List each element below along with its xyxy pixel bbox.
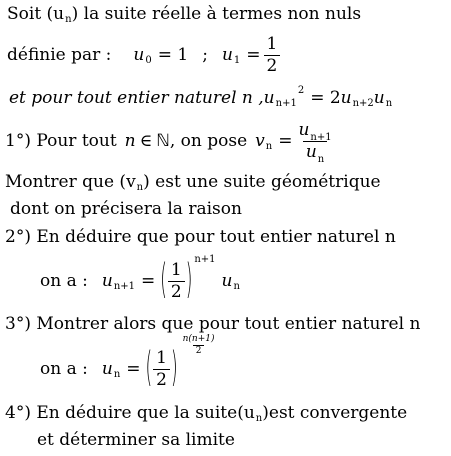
- right-paren: ): [185, 256, 193, 305]
- text: , on pose: [169, 131, 248, 151]
- line-12: [37, 432, 235, 449]
- fraction-one-half: [153, 350, 170, 389]
- subscript: 0: [145, 54, 152, 66]
- denominator: 2: [168, 281, 185, 301]
- line-3: [9, 84, 393, 109]
- math-var: u: [340, 88, 352, 108]
- math-var: n: [124, 131, 136, 151]
- subscript: 1: [233, 54, 241, 66]
- math-var: u: [305, 142, 317, 162]
- math-var: u: [263, 88, 275, 108]
- line-6: [10, 201, 242, 218]
- subscript: n+1: [113, 280, 135, 292]
- left-paren: (: [160, 256, 167, 305]
- separator: ;: [202, 45, 208, 65]
- text: Soit (u: [7, 4, 65, 24]
- text: et déterminer sa limite: [37, 430, 235, 450]
- numerator: 1: [266, 34, 278, 54]
- subscript: n: [385, 97, 393, 109]
- line-7: [5, 229, 396, 246]
- text: (u: [237, 403, 255, 423]
- naturals-symbol: ℕ: [156, 131, 170, 151]
- equals-sign: =: [278, 131, 293, 151]
- text: ) est une suite géométrique: [143, 172, 381, 192]
- subscript: n: [255, 412, 263, 424]
- subscript: n: [136, 181, 144, 193]
- math-var: u: [298, 120, 310, 140]
- text: et pour tout entier naturel n ,: [9, 88, 264, 108]
- math-var: u: [221, 45, 233, 65]
- math-var: u: [101, 271, 113, 291]
- math-var: u: [133, 45, 145, 65]
- line-2: [7, 36, 283, 75]
- denominator: [303, 141, 327, 165]
- element-of-symbol: ∈: [139, 131, 153, 151]
- denominator: 2: [153, 369, 170, 389]
- line-9: [5, 316, 420, 333]
- text: 4°) En déduire que la suite: [5, 403, 238, 423]
- text: définie par :: [7, 45, 112, 65]
- exponent-denominator: 2: [193, 345, 205, 356]
- subscript: n: [113, 368, 121, 380]
- text: ): [262, 403, 269, 423]
- numerator: [295, 122, 334, 141]
- denominator: 2: [264, 55, 281, 75]
- math-var: v: [255, 131, 265, 151]
- fraction-u-ratio: [295, 120, 334, 165]
- equals-sign: =: [246, 45, 261, 65]
- line-11: [5, 405, 407, 422]
- exponent-numerator: n(n+1): [182, 334, 215, 344]
- fraction-one-half: [168, 262, 185, 301]
- subscript: n+2: [352, 97, 374, 109]
- text: on a :: [40, 359, 88, 379]
- line-4: [5, 120, 338, 165]
- text: 3°) Montrer alors que pour tout entier naturel n: [5, 314, 421, 334]
- equals-sign: =: [126, 359, 141, 379]
- subscript: n: [65, 13, 72, 25]
- equation-text: = 2: [310, 88, 341, 108]
- numerator: 1: [156, 348, 167, 368]
- subscript: n: [233, 280, 240, 292]
- text: dont on précisera la raison: [10, 199, 242, 219]
- text: Montrer que (v: [5, 172, 136, 192]
- text: on a :: [40, 271, 88, 291]
- equals-sign: =: [141, 271, 156, 291]
- right-paren: ): [170, 344, 178, 393]
- subscript: n+1: [275, 97, 297, 109]
- subscript: n+1: [310, 132, 332, 143]
- equation-text: = 1: [157, 45, 189, 65]
- text: est convergente: [268, 403, 408, 423]
- left-paren: (: [145, 344, 153, 393]
- text: ) la suite réelle à termes non nuls: [71, 4, 362, 24]
- superscript: 2: [297, 84, 305, 96]
- subscript: n: [317, 154, 325, 165]
- math-var: u: [373, 88, 385, 108]
- line-1: [7, 6, 361, 23]
- exponent-fraction: [180, 335, 218, 356]
- exponent: n+1: [194, 253, 216, 265]
- text: 2°) En déduire que pour tout entier naturel n: [5, 227, 396, 247]
- line-10: [40, 334, 218, 393]
- line-8: [40, 253, 240, 305]
- fraction-one-half: [264, 36, 281, 75]
- math-var: u: [101, 359, 113, 379]
- line-5: [5, 174, 381, 191]
- subscript: n: [265, 140, 273, 152]
- text: 1°) Pour tout: [5, 131, 117, 151]
- numerator: 1: [170, 260, 182, 280]
- math-var: u: [221, 271, 233, 291]
